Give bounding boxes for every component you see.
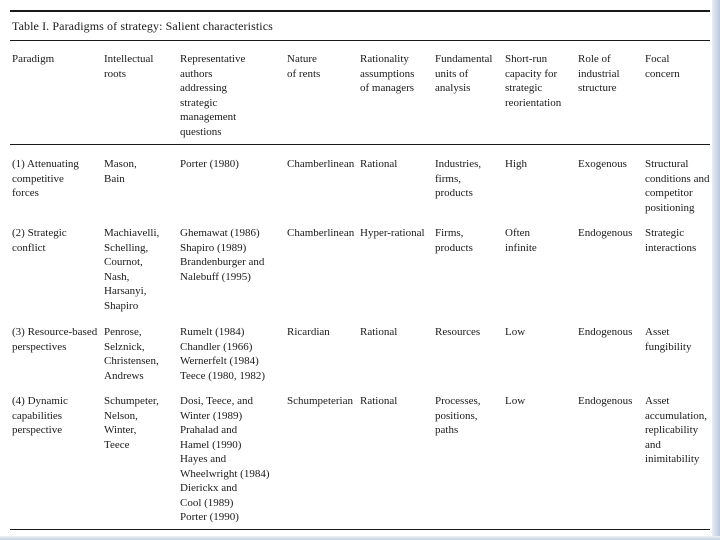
row2-capacity: Often infinite (505, 227, 537, 254)
slide-right-edge (712, 0, 720, 540)
header-role: Role of industrial structure (578, 53, 620, 94)
row2-units: Firms, products (435, 227, 473, 254)
row2-rationality: Hyper-rational (360, 227, 425, 239)
header-roots: Intellectual roots (104, 53, 154, 80)
row4-role: Endogenous (578, 395, 633, 407)
header-capacity: Short-run capacity for strategic reorientation (505, 53, 562, 109)
row3-capacity: Low (505, 326, 526, 338)
row4-capacity: Low (505, 395, 526, 407)
row2-roots: Machiavelli, Schelling, Cournot, Nash, Harsanyi, Shapiro (104, 227, 160, 312)
row3-rationality: Rational (360, 326, 398, 338)
row4-units: Processes, positions, paths (435, 395, 481, 436)
row4-focal: Asset accumulation, replicability and inimitability (645, 395, 708, 465)
row2-rents: Chamberlinean (287, 227, 355, 239)
row3-focal: Asset fungibility (645, 326, 692, 353)
row2-role: Endogenous (578, 227, 633, 239)
row3-roots: Penrose, Selznick, Christensen, Andrews (104, 326, 159, 382)
row1-paradigm: (1) Attenuating competitive forces (12, 158, 79, 199)
table-title: Table I. Paradigms of strategy: Salient characteristics (12, 19, 273, 33)
row3-paradigm: (3) Resource-based perspectives (12, 326, 98, 353)
row3-role: Endogenous (578, 326, 633, 338)
row1-rents: Chamberlinean (287, 158, 355, 170)
row1-rationality: Rational (360, 158, 398, 170)
row4-paradigm: (4) Dynamic capabilities perspective (12, 395, 68, 436)
bottom-rule (10, 529, 710, 530)
header-rule (10, 144, 710, 145)
row4-rents: Schumpeterian (287, 395, 353, 407)
row1-role: Exogenous (578, 158, 627, 170)
row2-focal: Strategic interactions (645, 227, 697, 254)
header-paradigm: Paradigm (12, 53, 55, 65)
row3-authors: Rumelt (1984) Chandler (1966) Wernerfelt (1984) Teece (1980, 1982) (180, 326, 266, 382)
header-rationality: Rationality assumptions of managers (360, 53, 415, 94)
row2-paradigm: (2) Strategic conflict (12, 227, 67, 254)
row1-roots: Mason, Bain (104, 158, 137, 185)
row4-rationality: Rational (360, 395, 398, 407)
row1-focal: Structural conditions and competitor positioning (645, 158, 710, 214)
row2-authors: Ghemawat (1986) Shapiro (1989) Brandenburger and Nalebuff (1995) (180, 227, 265, 283)
header-rents: Nature of rents (287, 53, 321, 80)
row4-authors: Dosi, Teece, and Winter (1989) Prahalad and Hamel (1990) Hayes and Wheelwright (1984) Dierickx and Cool (1989) Porter (1990) (180, 395, 270, 523)
top-rule (10, 10, 710, 12)
slide-bottom-edge (0, 536, 720, 540)
title-rule (10, 40, 710, 41)
row1-authors: Porter (1980) (180, 158, 239, 170)
header-authors: Representative authors addressing strategic management questions (180, 53, 246, 138)
row3-rents: Ricardian (287, 326, 330, 338)
header-units: Fundamental units of analysis (435, 53, 493, 94)
row1-capacity: High (505, 158, 527, 170)
header-focal: Focal concern (645, 53, 680, 80)
row3-units: Resources (435, 326, 481, 338)
row4-roots: Schumpeter, Nelson, Winter, Teece (104, 395, 159, 451)
row1-units: Industries, firms, products (435, 158, 482, 199)
